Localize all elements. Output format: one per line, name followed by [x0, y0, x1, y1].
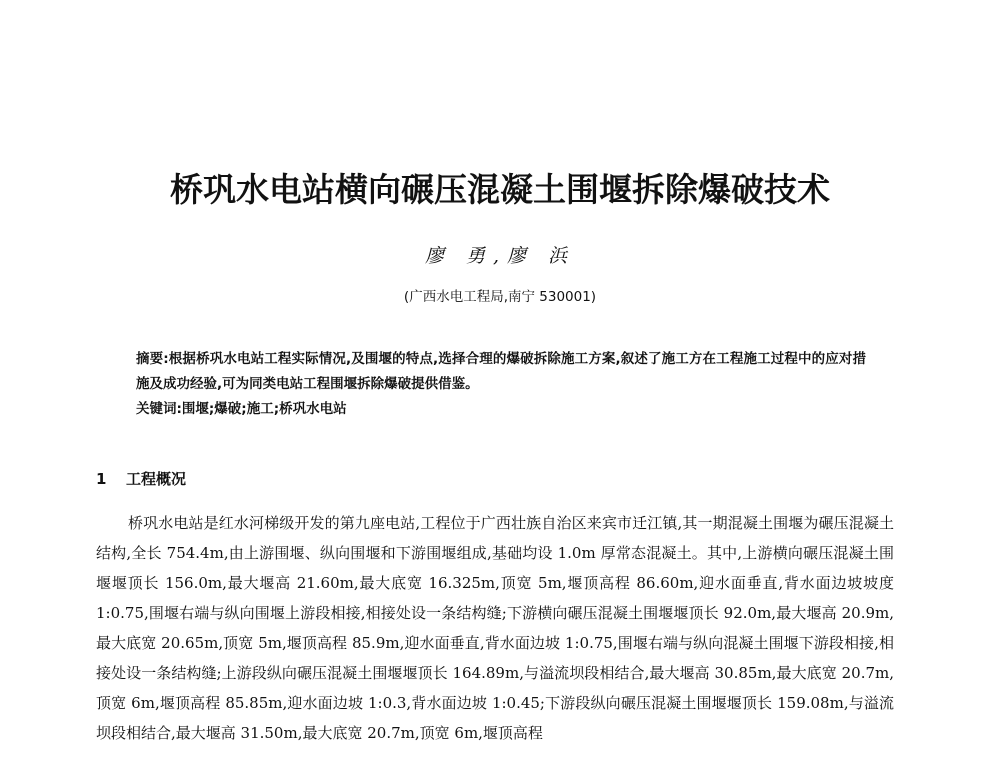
section-heading	[96, 468, 186, 490]
abstract-label: 摘要:	[136, 351, 169, 367]
abstract	[136, 347, 866, 397]
author-affiliation: (广西水电工程局,南宁 530001)	[403, 289, 597, 305]
paper-title: 桥巩水电站横向碾压混凝土围堰拆除爆破技术	[170, 170, 830, 209]
body-paragraph: 桥巩水电站是红水河梯级开发的第九座电站,工程位于广西壮族自治区来宾市迁江镇,其一期混凝土围堰为碾压混凝土结构,全长 754.4m,由上游围堰、纵向围堰和下游围堰组成,基础均设 1.0m 厚常态混凝土。其中,上游横向碾压混凝土围堰堰顶长 156.0m,最大堰高 21.60m,最大底宽 16.325m,顶宽 5m,堰顶高程 86.60m,迎水面垂直,背水面边坡坡度 1:0.75,围堰右端与纵向围堰上游段相接,相接处设一条结构缝;下游横向碾压混凝土围堰堰顶长 92.0m,最大堰高 20.9m,最大底宽 20.65m,顶宽 5m,堰顶高程 85.9m,迎水面垂直,背水面边坡 1:0.75,围堰右端与纵向混凝土围堰下游段相接,相接处设一条结构缝;上游段纵向碾压混凝土围堰堰顶长 164.89m,与溢流坝段相结合,最大堰高 30.85m,最大底宽 20.7m,顶宽 6m,堰顶高程 85.85m,迎水面边坡 1:0.3,背水面边坡 1:0.45;下游段纵向碾压混凝土围堰堰顶长 159.08m,与溢流坝段相结合,最大堰高 31.50m,最大底宽 20.7m,顶宽 6m,堰顶高程	[96, 514, 894, 742]
section-title: 工程概况	[126, 470, 187, 488]
keywords-label: 关键词:	[136, 401, 182, 417]
keywords-text: 围堰;爆破;施工;桥巩水电站	[181, 401, 347, 417]
keywords	[136, 397, 866, 422]
paper-authors: 廖 勇,廖 浜	[424, 245, 576, 267]
abstract-text: 根据桥巩水电站工程实际情况,及围堰的特点,选择合理的爆破拆除施工方案,叙述了施工方在工程施工过程中的应对措施及成功经验,可为同类电站工程围堰拆除爆破提供借鉴。	[136, 351, 866, 392]
section-number: 1	[96, 470, 107, 488]
